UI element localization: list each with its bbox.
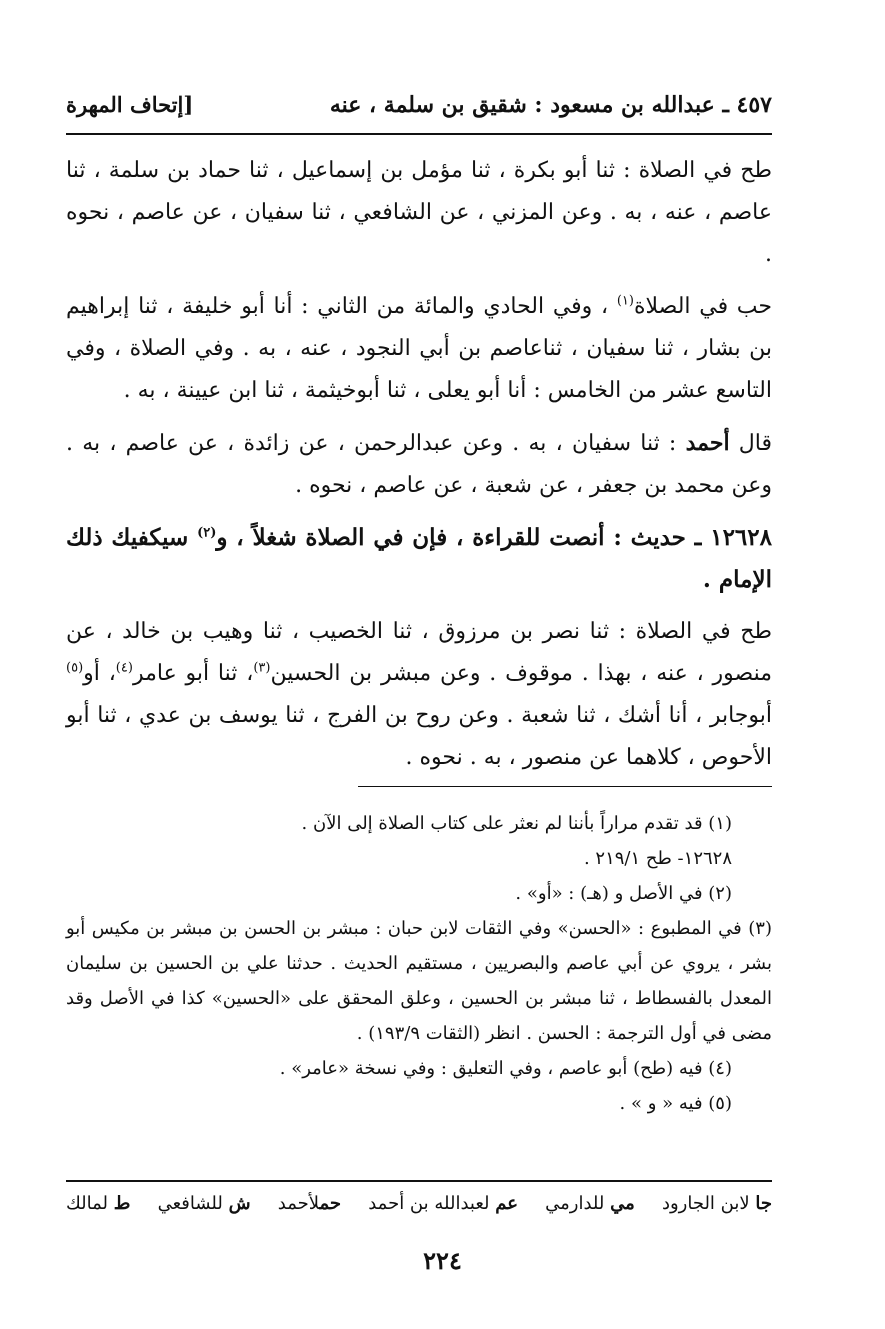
legend-divider (66, 1180, 772, 1182)
footnote-reference: ١٢٦٢٨- طح ٢١٩/١ . (583, 848, 732, 869)
running-head (66, 86, 772, 126)
footnote-3: (٣) في المطبوع : «الحسن» وفي الثقات لابن حبان : مبشر بن الحسن بن مبشر بن مكيس أبو بشر ، يروي عن أبي عاصم والبصريين ، مستقيم الحديث . حدثنا علي بن الحسين بن سليمان المعدل بالفسطاط ، ثنا مبشر بن الحسين ، وعلق المحقق على «الحسين» كذا في الأصل وقد مضى في أول الترجمة : الحسن . انظر (الثقات ١٩٣/٩) . (66, 918, 772, 1044)
footnote-ref-1: (١) (616, 293, 634, 309)
legend-item-malik: ط لمالك (66, 1193, 131, 1214)
footnotes (66, 806, 772, 1121)
footnote-divider (358, 786, 772, 787)
legend-item-shafii: ش للشافعي (157, 1193, 251, 1214)
legend-item-ahmad: حملأحمد (277, 1193, 342, 1214)
hadith-heading-end: سيكفيك ذلك الإمام . (66, 524, 772, 593)
legend-item-ibn-aljarud: جا لابن الجارود (661, 1193, 772, 1214)
legend-item-abdullah: عم لعبدالله بن أحمد (368, 1193, 518, 1214)
running-head-book: [إتحاف المهرة (66, 92, 194, 117)
footnote-2: (٢) في الأصل و (هـ) : «أو» . (515, 883, 732, 904)
paragraph-hib-rest: ، وفي الحادي والمائة من الثاني : أنا أبو خليفة ، ثنا إبراهيم بن بشار ، ثنا سفيان ، ثناعاصم بن أبي النجود ، عنه ، به . وفي الصلاة ، وفي التاسع عشر من الخامس : أنا أبو يعلى ، ثنا أبوخيثمة ، ثنا ابن عيينة ، به . (66, 294, 772, 403)
header-divider (66, 133, 772, 135)
page-number: ٢٢٤ (423, 1246, 462, 1275)
abbreviation-legend (66, 1193, 772, 1223)
footnote-ref-4: (٤) (115, 660, 133, 676)
legend-item-darimi: مي للدارمي (545, 1193, 635, 1214)
hadith-body-part-4: أبوجابر ، أنا أشك ، ثنا شعبة . وعن روح بن الفرج ، ثنا يوسف بن عدي ، ثنا أبو الأحوص ، كلاهما عن منصور ، به . نحوه . (66, 703, 772, 770)
hadith-heading (66, 517, 772, 601)
footnote-ref-2: (٢) (197, 525, 217, 541)
hadith-body-part-3: ، أو (83, 661, 116, 686)
paragraph-ahmad-lead: قال (738, 431, 773, 456)
hadith-body-part-1: طح في الصلاة : ثنا نصر بن مرزوق ، ثنا الخصيب ، ثنا وهيب بن خالد ، عن منصور ، عنه ، بهذا . موقوف . وعن مبشر بن الحسين (66, 619, 772, 686)
main-text (66, 150, 772, 789)
hadith-body (66, 611, 772, 779)
paragraph-hib-start: حب في الصلاة (633, 294, 772, 319)
footnote-1: (١) قد تقدم مراراً بأننا لم نعثر على كتاب الصلاة إلى الآن . (301, 813, 732, 834)
paragraph-ahmad-name: أحمد (685, 430, 730, 456)
paragraph-hib (66, 286, 772, 412)
paragraph-tah: طح في الصلاة : ثنا أبو بكرة ، ثنا مؤمل بن إسماعيل ، ثنا حماد بن سلمة ، ثنا عاصم ، عنه ، به . وعن المزني ، عن الشافعي ، ثنا سفيان ، عن عاصم ، نحوه . (66, 158, 772, 267)
hadith-heading-start: ١٢٦٢٨ ـ حديث : أنصت للقراءة ، فإن في الصلاة شغلاً ، و (216, 524, 772, 551)
paragraph-ahmad-rest: : ثنا سفيان ، به . وعن عبدالرحمن ، عن زائدة ، عن عاصم ، به . وعن محمد بن جعفر ، عن شعبة ، عن عاصم ، نحوه . (66, 431, 772, 498)
footnote-ref-3: (٣) (253, 660, 271, 676)
paragraph-ahmad (66, 422, 772, 507)
footnote-ref-5: (٥) (66, 660, 84, 676)
hadith-body-part-2: ، ثنا أبو عامر (132, 661, 254, 686)
footnote-4: (٤) فيه (طح) أبو عاصم ، وفي التعليق : وفي نسخة «عامر» . (279, 1058, 732, 1079)
running-head-title: ٤٥٧ ـ عبدالله بن مسعود : شقيق بن سلمة ، عنه (329, 92, 772, 118)
footnote-5: (٥) فيه « و » . (619, 1093, 732, 1114)
